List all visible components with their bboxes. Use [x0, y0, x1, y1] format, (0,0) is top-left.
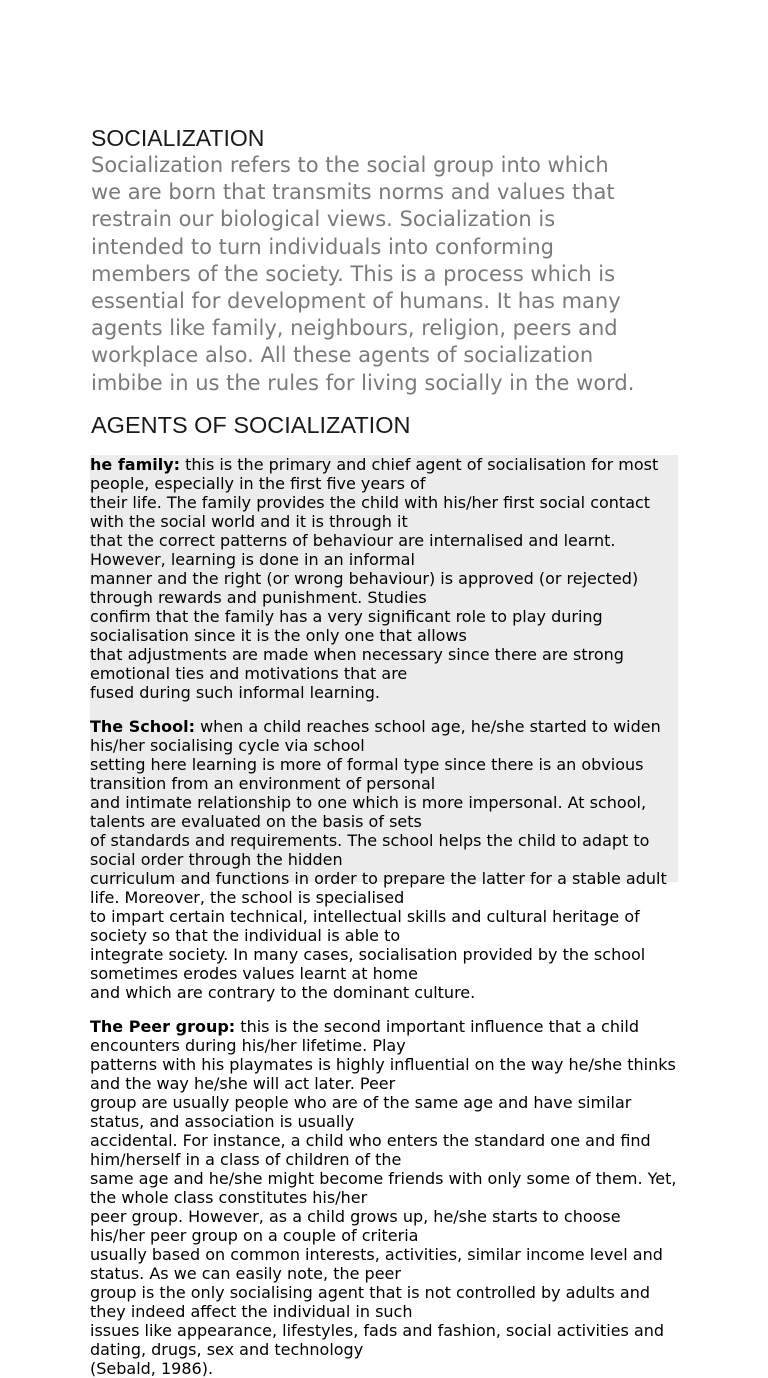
excerpt-line: The School: when a child reaches school age, he/she started to widen his/her socialising cycle via school: [90, 717, 661, 755]
excerpt-line: The Peer group: this is the second important influence that a child encounters during his/her lifetime. Play: [90, 1017, 640, 1055]
intro-line: agents like family, neighbours, religion, peers and: [91, 316, 618, 341]
excerpt-line: that the correct patterns of behaviour are internalised and learnt. However, learning is done in an informal: [90, 531, 616, 569]
excerpt-line: confirm that the family has a very significant role to play during socialisation since it is the only one that allows: [90, 607, 603, 645]
excerpt-line: and intimate relationship to one which is more impersonal. At school, talents are evaluated on the basis of sets: [90, 793, 647, 831]
excerpt-line: patterns with his playmates is highly influential on the way he/she thinks and the way he/she will act later. Peer: [90, 1055, 676, 1093]
excerpt-line: group are usually people who are of the same age and have similar status, and association is usually: [90, 1093, 632, 1131]
family-term: he family:: [90, 455, 181, 474]
excerpt-line: setting here learning is more of formal type since there is an obvious transition from an environment of personal: [90, 755, 644, 793]
intro-line: workplace also. All these agents of socialization: [91, 343, 594, 368]
excerpt-image: [90, 455, 678, 1378]
intro-line: we are born that transmits norms and values that: [91, 180, 615, 205]
excerpt-line: same age and he/she might become friends with only some of them. Yet, the whole class constitutes his/her: [90, 1169, 677, 1207]
excerpt-line: manner and the right (or wrong behaviour) is approved (or rejected) through rewards and punishment. Studies: [90, 569, 639, 607]
excerpt-line: integrate society. In many cases, socialisation provided by the school sometimes erodes values learnt at home: [90, 945, 646, 983]
excerpt-line: usually based on common interests, activities, similar income level and status. As we can easily note, the peer: [90, 1245, 663, 1283]
excerpt-line: accidental. For instance, a child who enters the standard one and find him/herself in a class of children of the: [90, 1131, 651, 1169]
intro-line: restrain our biological views. Socialization is: [91, 207, 556, 232]
excerpt-line: curriculum and functions in order to prepare the latter for a stable adult life. Moreover, the school is specialised: [90, 869, 667, 907]
intro-line: imbibe in us the rules for living socially in the word.: [91, 370, 635, 395]
excerpt-line: that adjustments are made when necessary since there are strong emotional ties and motivations that are: [90, 645, 624, 683]
school-term: The School:: [90, 717, 195, 736]
agents-heading: AGENTS OF SOCIALIZATION: [91, 412, 411, 438]
excerpt-line: and which are contrary to the dominant culture.: [90, 983, 476, 1002]
excerpt-line: peer group. However, as a child grows up, he/she starts to choose his/her peer group on a couple of criteria: [90, 1207, 621, 1245]
excerpt-line: their life. The family provides the child with his/her first social contact with the social world and it is through it: [90, 493, 651, 531]
excerpt-line: of standards and requirements. The school helps the child to adapt to social order through the hidden: [90, 831, 650, 869]
intro-line: members of the society. This is a process which is: [91, 261, 616, 286]
peer-group-term: The Peer group:: [90, 1017, 236, 1036]
intro-line: essential for development of humans. It has many: [91, 289, 621, 314]
excerpt-line: he family: this is the primary and chief agent of socialisation for most people, especially in the first five years of: [90, 455, 659, 493]
excerpt-line: issues like appearance, lifestyles, fads and fashion, social activities and dating, drugs, sex and technology: [90, 1321, 665, 1359]
excerpt-line: group is the only socialising agent that is not controlled by adults and they indeed affect the individual in such: [90, 1283, 651, 1321]
document-title: SOCIALIZATION: [91, 125, 265, 151]
excerpt-line: fused during such informal learning.: [90, 683, 380, 702]
intro-paragraph: [91, 152, 691, 397]
intro-line: Socialization refers to the social group into which: [91, 153, 609, 177]
intro-line: intended to turn individuals into conforming: [91, 234, 554, 259]
excerpt-line: (Sebald, 1986).: [90, 1359, 214, 1378]
excerpt-line: to impart certain technical, intellectual skills and cultural heritage of society so that the individual is able to: [90, 907, 640, 945]
